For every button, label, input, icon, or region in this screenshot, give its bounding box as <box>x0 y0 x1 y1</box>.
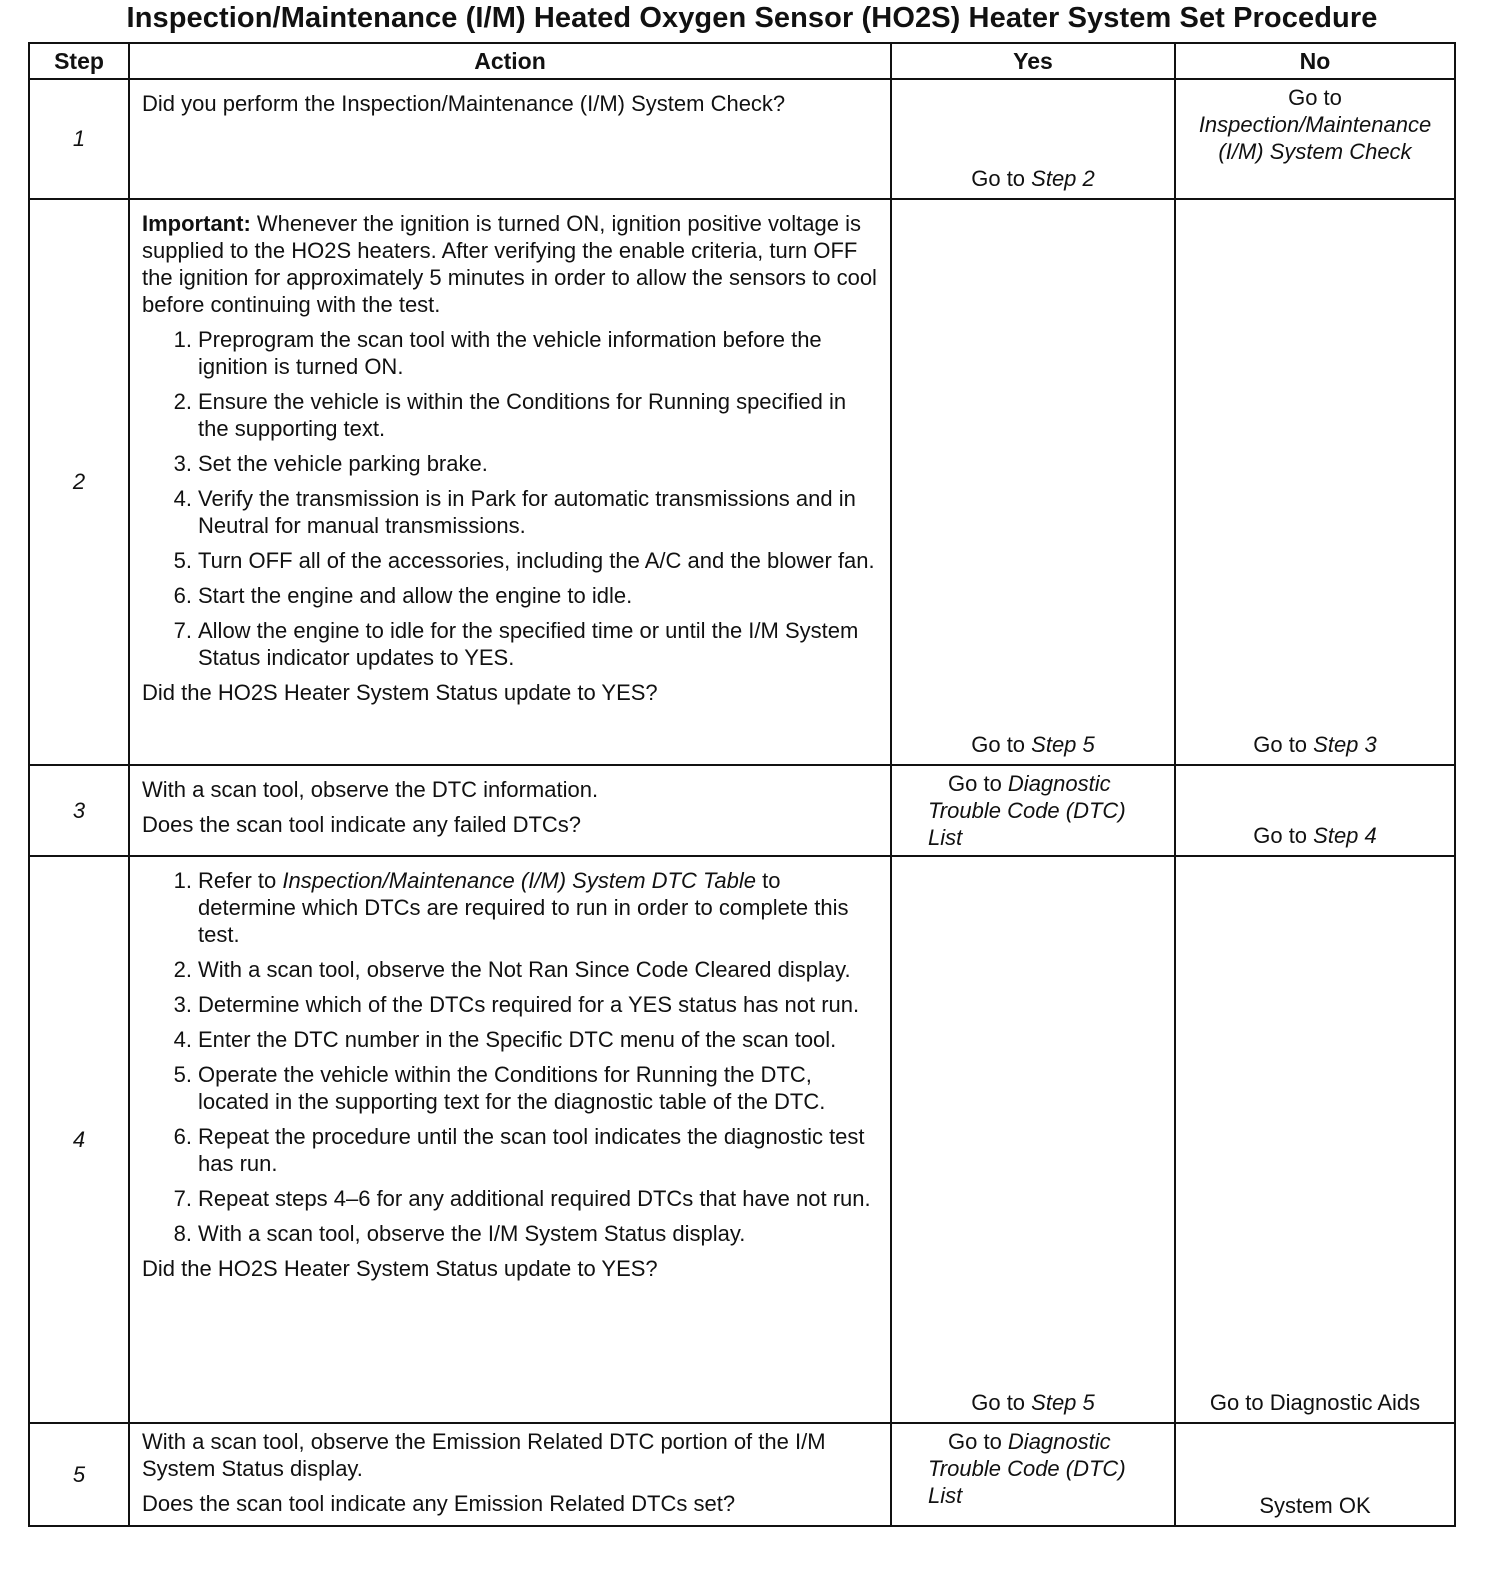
step-reference: Step 4 <box>1313 823 1377 848</box>
action-question: Does the scan tool indicate any failed DTCs? <box>142 812 582 837</box>
list-item: 1. Refer to Inspection/Maintenance (I/M) System DTC Table to determine which DTCs are required to run in order to complete this test. <box>173 868 849 947</box>
dtc-reference-line3: List <box>928 1483 963 1508</box>
no-cell <box>1175 856 1455 1423</box>
header-action: Action <box>129 43 891 79</box>
no-cell <box>1175 199 1455 765</box>
action-question: Did you perform the Inspection/Maintenance (I/M) System Check? <box>142 91 786 116</box>
list-item: 7. Allow the engine to idle for the specified time or until the I/M System Status indicator updates to YES. <box>173 618 859 670</box>
step-reference: Step 3 <box>1313 732 1377 757</box>
action-cell <box>129 79 891 199</box>
yes-link[interactable] <box>892 731 1174 758</box>
step-number: 5 <box>29 1423 129 1526</box>
system-ok-text: System OK <box>1259 1493 1371 1518</box>
procedure-list <box>142 867 880 1247</box>
step-number: 4 <box>29 856 129 1423</box>
procedure-list <box>142 326 880 671</box>
important-note <box>142 210 880 318</box>
yes-link[interactable] <box>892 1428 1174 1509</box>
action-cell <box>129 199 891 765</box>
no-cell <box>1175 765 1455 856</box>
dtc-reference: Diagnostic <box>1007 1429 1111 1454</box>
step-number: 2 <box>29 199 129 765</box>
yes-link[interactable] <box>892 1389 1174 1416</box>
action-text: With a scan tool, observe the DTC information. <box>142 777 599 802</box>
list-item: 2. With a scan tool, observe the Not Ran Since Code Cleared display. <box>173 957 851 982</box>
yes-cell <box>891 765 1175 856</box>
important-label: Important: <box>142 211 251 236</box>
step-number: 3 <box>29 765 129 856</box>
list-item: 4. Enter the DTC number in the Specific DTC menu of the scan tool. <box>173 1027 837 1052</box>
table-header-row <box>29 43 1455 79</box>
dtc-table-reference[interactable]: Inspection/Maintenance (I/M) System DTC Table <box>282 868 756 893</box>
list-item: 8. With a scan tool, observe the I/M System Status display. <box>173 1221 746 1246</box>
header-no: No <box>1175 43 1455 79</box>
dtc-reference-line3: List <box>928 825 963 850</box>
system-check-reference: Inspection/Maintenance (I/M) System Check <box>1198 112 1432 164</box>
table-row-step-2 <box>29 199 1455 765</box>
yes-cell <box>891 1423 1175 1526</box>
list-item: 5. Turn OFF all of the accessories, including the A/C and the blower fan. <box>173 548 875 573</box>
no-link[interactable] <box>1176 822 1454 849</box>
action-cell <box>129 765 891 856</box>
yes-cell <box>891 199 1175 765</box>
header-yes: Yes <box>891 43 1175 79</box>
go-to-text: Go to <box>948 1429 1008 1454</box>
dtc-reference-line2: Trouble Code (DTC) <box>928 1456 1126 1481</box>
go-to-text: Go to <box>948 771 1008 796</box>
step-reference: Step 2 <box>1031 166 1095 191</box>
list-item: 4. Verify the transmission is in Park for automatic transmissions and in Neutral for manual transmissions. <box>173 486 856 538</box>
step-number: 1 <box>29 79 129 199</box>
yes-cell <box>891 856 1175 1423</box>
dtc-reference-line2: Trouble Code (DTC) <box>928 798 1126 823</box>
go-to-text: Go to <box>971 732 1032 757</box>
header-step: Step <box>29 43 129 79</box>
go-to-text: Go to <box>1253 732 1314 757</box>
action-text: With a scan tool, observe the Emission Related DTC portion of the I/M System Status display. <box>142 1429 826 1481</box>
list-item: 3. Set the vehicle parking brake. <box>173 451 488 476</box>
go-to-text: Go to <box>1253 823 1314 848</box>
list-item: 6. Repeat the procedure until the scan tool indicates the diagnostic test has run. <box>173 1124 865 1176</box>
step-reference: Step 5 <box>1031 732 1095 757</box>
action-question: Does the scan tool indicate any Emission Related DTCs set? <box>142 1491 736 1516</box>
go-to-text: Go to <box>1288 85 1342 110</box>
dtc-reference: Diagnostic <box>1007 771 1111 796</box>
yes-link[interactable] <box>892 770 1174 851</box>
important-text: Whenever the ignition is turned ON, ignition positive voltage is supplied to the HO2S heaters. After verifying the enable criteria, turn OFF the ignition for approximately 5 minutes in order to allow the sensors to cool before continuing with the test. <box>142 211 877 317</box>
list-item: 1. Preprogram the scan tool with the vehicle information before the ignition is turned ON. <box>173 327 822 379</box>
table-row-step-5 <box>29 1423 1455 1526</box>
table-row-step-3 <box>29 765 1455 856</box>
no-cell <box>1175 79 1455 199</box>
list-item: 2. Ensure the vehicle is within the Conditions for Running specified in the supporting text. <box>173 389 847 441</box>
list-item: 7. Repeat steps 4–6 for any additional required DTCs that have not run. <box>173 1186 871 1211</box>
no-cell <box>1175 1423 1455 1526</box>
no-link[interactable] <box>1176 84 1454 165</box>
go-to-text: Go to <box>971 1390 1032 1415</box>
list-item: 5. Operate the vehicle within the Conditions for Running the DTC, located in the supporting text for the diagnostic table of the DTC. <box>173 1062 826 1114</box>
list-item: 3. Determine which of the DTCs required for a YES status has not run. <box>173 992 860 1017</box>
no-link[interactable] <box>1176 731 1454 758</box>
page-title: Inspection/Maintenance (I/M) Heated Oxygen Sensor (HO2S) Heater System Set Procedure <box>126 2 1378 34</box>
yes-cell <box>891 79 1175 199</box>
table-row-step-4 <box>29 856 1455 1423</box>
go-to-text: Go to <box>971 166 1032 191</box>
action-cell <box>129 856 891 1423</box>
action-question: Did the HO2S Heater System Status update to YES? <box>142 680 658 705</box>
action-question: Did the HO2S Heater System Status update to YES? <box>142 1256 658 1281</box>
step-reference: Step 5 <box>1031 1390 1095 1415</box>
table-row-step-1 <box>29 79 1455 199</box>
list-item: 6. Start the engine and allow the engine to idle. <box>173 583 633 608</box>
diagnostic-aids-link[interactable]: Go to Diagnostic Aids <box>1209 1390 1421 1415</box>
action-cell <box>129 1423 891 1526</box>
yes-link[interactable] <box>892 165 1174 192</box>
procedure-table <box>28 42 1456 1527</box>
